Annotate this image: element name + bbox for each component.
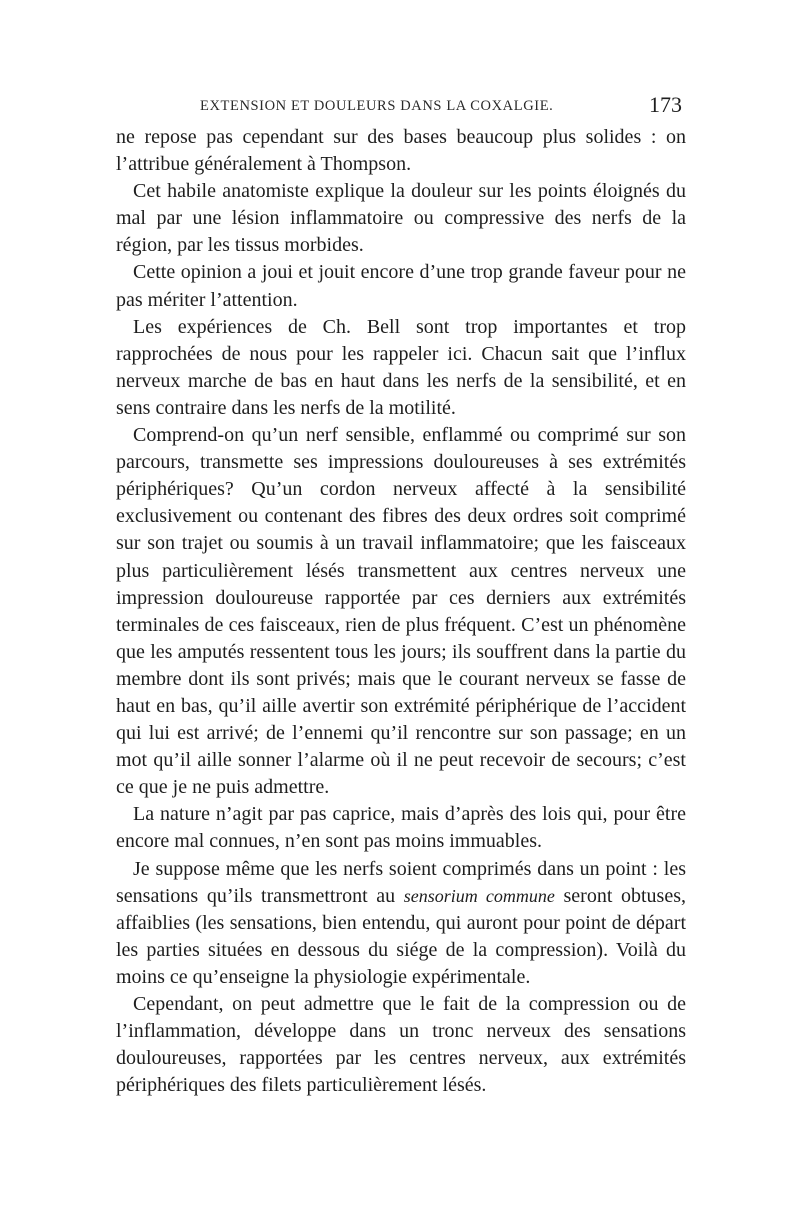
paragraph-text: Je suppose même que les nerfs soient comprimés dans un point : les sensations qu’ils transmettront au xyxy=(116,857,686,907)
body-text xyxy=(116,124,686,1099)
page-header xyxy=(116,92,686,122)
paragraph: Comprend-on qu’un nerf sensible, enflammé ou comprimé sur son parcours, transmette ses impressions douloureuses à ses extrémités périphériques? Qu’un cordon nerveux affecté à la sensibilité exclusivement ou contenant des fibres des deux ordres soit comprimé sur son trajet ou soumis à un travail inflammatoire; que les faisceaux plus particulièrement lésés transmettent aux centres nerveux une impression douloureuse rapportée par ces derniers aux extrémités terminales de ces faisceaux, rien de plus fréquent. C’est un phénomène que les amputés ressentent tous les jours; ils souffrent dans la partie du membre dont ils sont privés; mais que le courant nerveux se fasse de haut en bas, qu’il aille avertir son extrémité périphérique de l’accident qui lui est arrivé; de l’ennemi qu’il rencontre sur son passage; en un mot qu’il aille sonner l’alarme où il ne peut recevoir de secours; c’est ce que je ne puis admettre. xyxy=(116,424,686,799)
page-number: 173 xyxy=(649,92,682,117)
paragraph xyxy=(116,856,686,991)
running-head: EXTENSION ET DOULEURS DANS LA COXALGIE. xyxy=(200,98,554,114)
paragraph: La nature n’agit par pas caprice, mais d’après des lois qui, pour être encore mal connues, n’en sont pas moins immuables. xyxy=(116,803,686,853)
paragraph: Cependant, on peut admettre que le fait de la compression ou de l’inflammation, développe dans un tronc nerveux des sensations douloureuses, rapportées par les centres nerveux, aux extrémités périphériques des filets particulièrement lésés. xyxy=(116,993,686,1097)
paragraph: Les expériences de Ch. Bell sont trop importantes et trop rapprochées de nous pour les rappeler ici. Chacun sait que l’influx nerveux marche de bas en haut dans les nerfs de la sensibilité, et en sens contraire dans les nerfs de la motilité. xyxy=(116,315,686,419)
paragraph: Cette opinion a joui et jouit encore d’une trop grande faveur pour ne pas mériter l’attention. xyxy=(116,261,686,311)
book-page xyxy=(116,92,686,1099)
italic-term: sensorium commune xyxy=(403,885,555,906)
paragraph: Cet habile anatomiste explique la douleur sur les points éloignés du mal par une lésion inflammatoire ou compressive des nerfs de la région, par les tissus morbides. xyxy=(116,180,686,257)
paragraph-continuation: ne repose pas cependant sur des bases beaucoup plus solides : on l’attribue généralement à Thompson. xyxy=(116,126,686,176)
paragraph-text: seront obtuses, affaiblies (les sensations, bien entendu, qui auront pour point de départ les parties situées en dessous du siége de la compression). Voilà du moins ce qu’enseigne la physiologie expérimentale. xyxy=(116,884,686,988)
